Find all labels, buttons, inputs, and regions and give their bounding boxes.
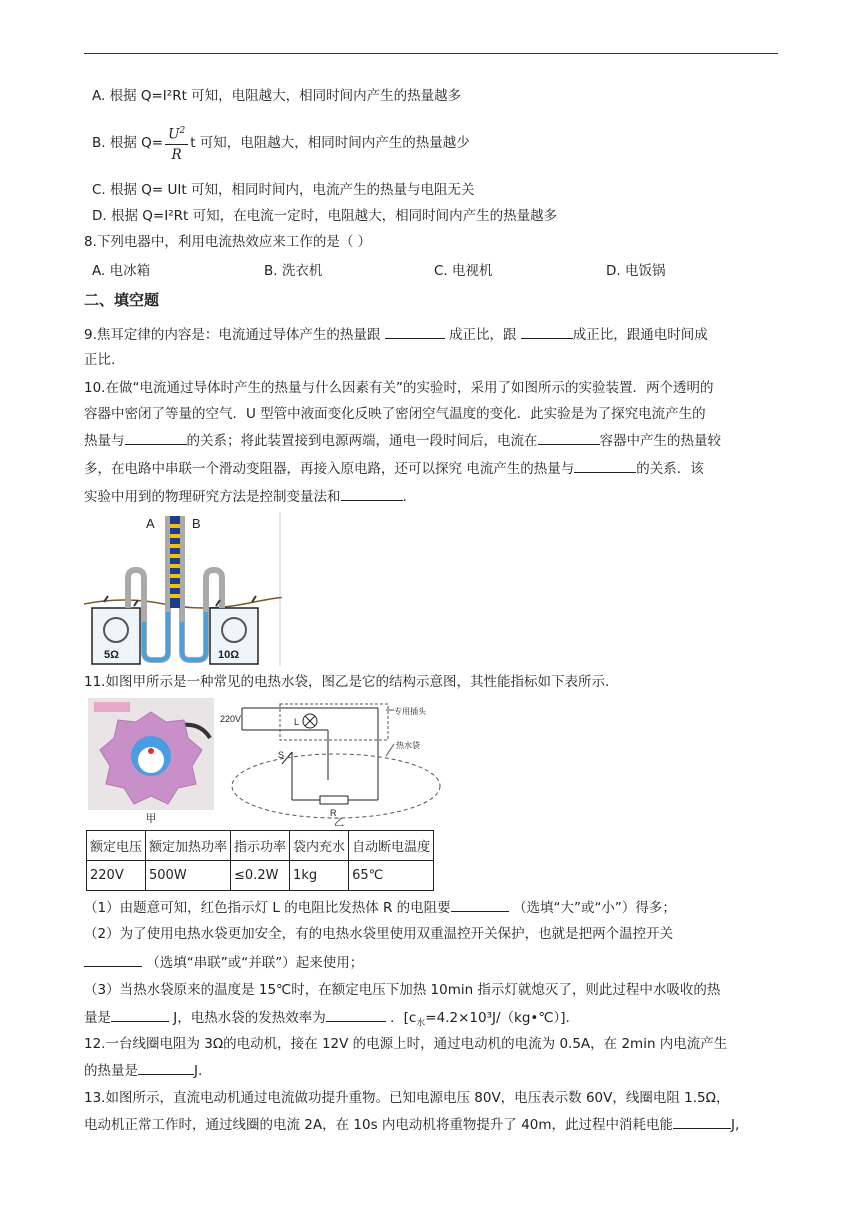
spec-table	[86, 830, 434, 891]
q9-line-2: 正比.	[84, 352, 116, 368]
q10-text-c: 容器中产生的热量较	[599, 433, 721, 449]
fraction-numerator: U	[168, 126, 180, 143]
plug-label: 专用插头	[394, 707, 426, 716]
q11-p3-subscript: 水	[416, 1018, 426, 1029]
answer-blank[interactable]	[451, 897, 509, 912]
q11-stem: 11.如图甲所示是一种常见的电热水袋，图乙是它的结构示意图，其性能指标如下表所示.	[84, 674, 610, 690]
q10-text-d: 多，在电路中串联一个滑动变阻器，再接入原电路，还可以探究 电流产生的热量与	[84, 461, 575, 477]
q13-text-b: J,	[731, 1117, 740, 1133]
q11-p3-text-c: ．[c	[390, 1010, 417, 1026]
q10-text-e: 的关系．该	[636, 461, 704, 477]
q7-option-c: C. 根据 Q= UIt 可知，相同时间内，电流产生的热量与电阻无关	[92, 182, 475, 198]
q12-text-b: J.	[194, 1063, 203, 1079]
section-heading: 二、填空题	[84, 291, 160, 309]
q7-option-d: D. 根据 Q=I²Rt 可知，在电流一定时，电阻越大，相同时间内产生的热量越多	[92, 208, 558, 224]
answer-blank[interactable]	[341, 486, 403, 501]
supply-voltage-label: 220V	[220, 714, 242, 724]
q13-line-1: 13.如图所示，直流电动机通过电流做功提升重物。已知电源电压 80V，电压表示数 60V，线圈电阻 1.5Ω，	[84, 1090, 730, 1106]
q9-text-a: 9.焦耳定律的内容是：电流通过导体产生的热量跟	[84, 327, 381, 343]
q10-line-4	[84, 458, 704, 479]
answer-blank[interactable]	[574, 458, 636, 473]
q9-text-b: 成正比，跟	[448, 327, 517, 343]
q11-p1-text-a: （1）由题意可知，红色指示灯 L 的电阻比发热体 R 的电阻要	[84, 900, 451, 916]
q7-option-b-prefix: B. 根据 Q=	[92, 135, 164, 151]
table-cell: ≤0.2W	[231, 861, 290, 891]
table-header: 自动断电温度	[349, 831, 434, 861]
answer-blank[interactable]	[385, 324, 445, 339]
q8-stem: 8.下列电器中，利用电流热效应来工作的是（ ）	[84, 234, 372, 250]
q11-p1-text-b: （选填“大”或“小”）得多；	[512, 900, 676, 916]
lamp-label: L	[294, 717, 300, 727]
tube-label-a: A	[146, 516, 155, 531]
q10-text-f: 实验中用到的物理研究方法是控制变量法和	[84, 489, 341, 505]
q13-line-2	[84, 1114, 739, 1135]
resistor-label-10ohm: 10Ω	[218, 649, 240, 661]
table-cell: 1kg	[290, 861, 349, 891]
table-header: 额定电压	[87, 831, 146, 861]
q11-part-2-line-1: （2）为了使用电热水袋更加安全，有的电热水袋里使用双重温控开关保护，也就是把两个温控开关	[84, 926, 674, 942]
q11-part-2-line-2	[84, 952, 363, 973]
answer-blank[interactable]	[673, 1114, 731, 1129]
q11-p3-text-a: 量是	[84, 1010, 111, 1026]
q10-line-1: 10.在做“电流通过导体时产生的热量与什么因素有关”的实验时，采用了如图所示的实验装置．两个透明的	[84, 380, 714, 396]
table-row	[87, 861, 434, 891]
answer-blank[interactable]	[326, 1007, 386, 1022]
formula-fraction	[165, 121, 188, 166]
resistor-label-5ohm: 5Ω	[104, 649, 119, 661]
q10-text-b: 的关系；将此装置接到电源两端，通电一段时间后，电流在	[186, 433, 538, 449]
q8-option-c: C. 电视机	[434, 263, 493, 279]
q8-option-d: D. 电饭锅	[606, 263, 666, 279]
answer-blank[interactable]	[111, 1007, 169, 1022]
q8-option-a: A. 电冰箱	[92, 263, 151, 279]
fraction-denominator: R	[171, 147, 182, 164]
numerator-exponent: 2	[179, 125, 186, 136]
q7-option-b	[92, 118, 470, 168]
figure-caption-yi: 乙	[334, 818, 344, 826]
table-cell: 500W	[146, 861, 231, 891]
q9-line-1	[84, 324, 708, 345]
table-header: 指示功率	[231, 831, 290, 861]
q8-option-b: B. 洗衣机	[264, 263, 323, 279]
q10-text-g: .	[402, 489, 407, 505]
q11-p3-text-d: =4.2×10³J/（kg•℃）].	[425, 1010, 570, 1026]
switch-label: S	[278, 750, 285, 760]
q12-text-a: 的热量是	[84, 1063, 138, 1079]
q9-text-c: 成正比，跟通电时间成	[572, 327, 708, 343]
q10-line-2: 容器中密闭了等量的空气．U 型管中液面变化反映了密闭空气温度的变化．此实验是为了探究电流产生的	[84, 406, 706, 422]
q11-p3-text-b: J，电热水袋的发热效率为	[173, 1010, 326, 1026]
u-tube-apparatus-figure	[84, 512, 282, 666]
q12-line-1: 12.一台线圈电阻为 3Ω的电动机，接在 12V 的电源上时，通过电动机的电流为 0.5A，在 2min 内电流产生	[84, 1036, 728, 1052]
answer-blank[interactable]	[138, 1060, 194, 1075]
q11-p2-text: （选填“串联”或“并联”）起来使用；	[146, 955, 364, 971]
q12-line-2	[84, 1060, 202, 1081]
resistor-label: R	[330, 808, 337, 818]
table-cell: 220V	[87, 861, 146, 891]
q11-part-3-line-1: （3）当热水袋原来的温度是 15℃时，在额定电压下加热 10min 指示灯就熄灭了，则此过程中水吸收的热	[84, 982, 721, 998]
hot-water-bag-photo	[88, 698, 214, 826]
table-header: 额定加热功率	[146, 831, 231, 861]
table-row	[87, 831, 434, 861]
table-header: 袋内充水	[290, 831, 349, 861]
bag-label: 热水袋	[396, 741, 420, 750]
q11-part-1	[84, 897, 676, 918]
answer-blank[interactable]	[521, 324, 573, 339]
q10-line-3	[84, 430, 721, 451]
q11-part-3-line-2	[84, 1007, 570, 1034]
table-cell: 65℃	[349, 861, 434, 891]
tube-label-b: B	[192, 516, 201, 531]
header-rule	[84, 53, 778, 54]
answer-blank[interactable]	[125, 430, 187, 445]
figure-caption-jia: 甲	[145, 813, 157, 825]
q7-option-b-suffix: t 可知，电阻越大，相同时间内产生的热量越少	[190, 135, 470, 151]
q10-text-a: 热量与	[84, 433, 125, 449]
q13-text-a: 电动机正常工作时，通过线圈的电流 2A，在 10s 内电动机将重物提升了 40m，此过程中消耗电能	[84, 1117, 674, 1133]
answer-blank[interactable]	[84, 952, 142, 967]
hot-water-bag-circuit-diagram	[218, 700, 454, 826]
q10-line-5	[84, 486, 407, 507]
q7-option-a: A. 根据 Q=I²Rt 可知，电阻越大，相同时间内产生的热量越多	[92, 88, 462, 104]
answer-blank[interactable]	[538, 430, 600, 445]
